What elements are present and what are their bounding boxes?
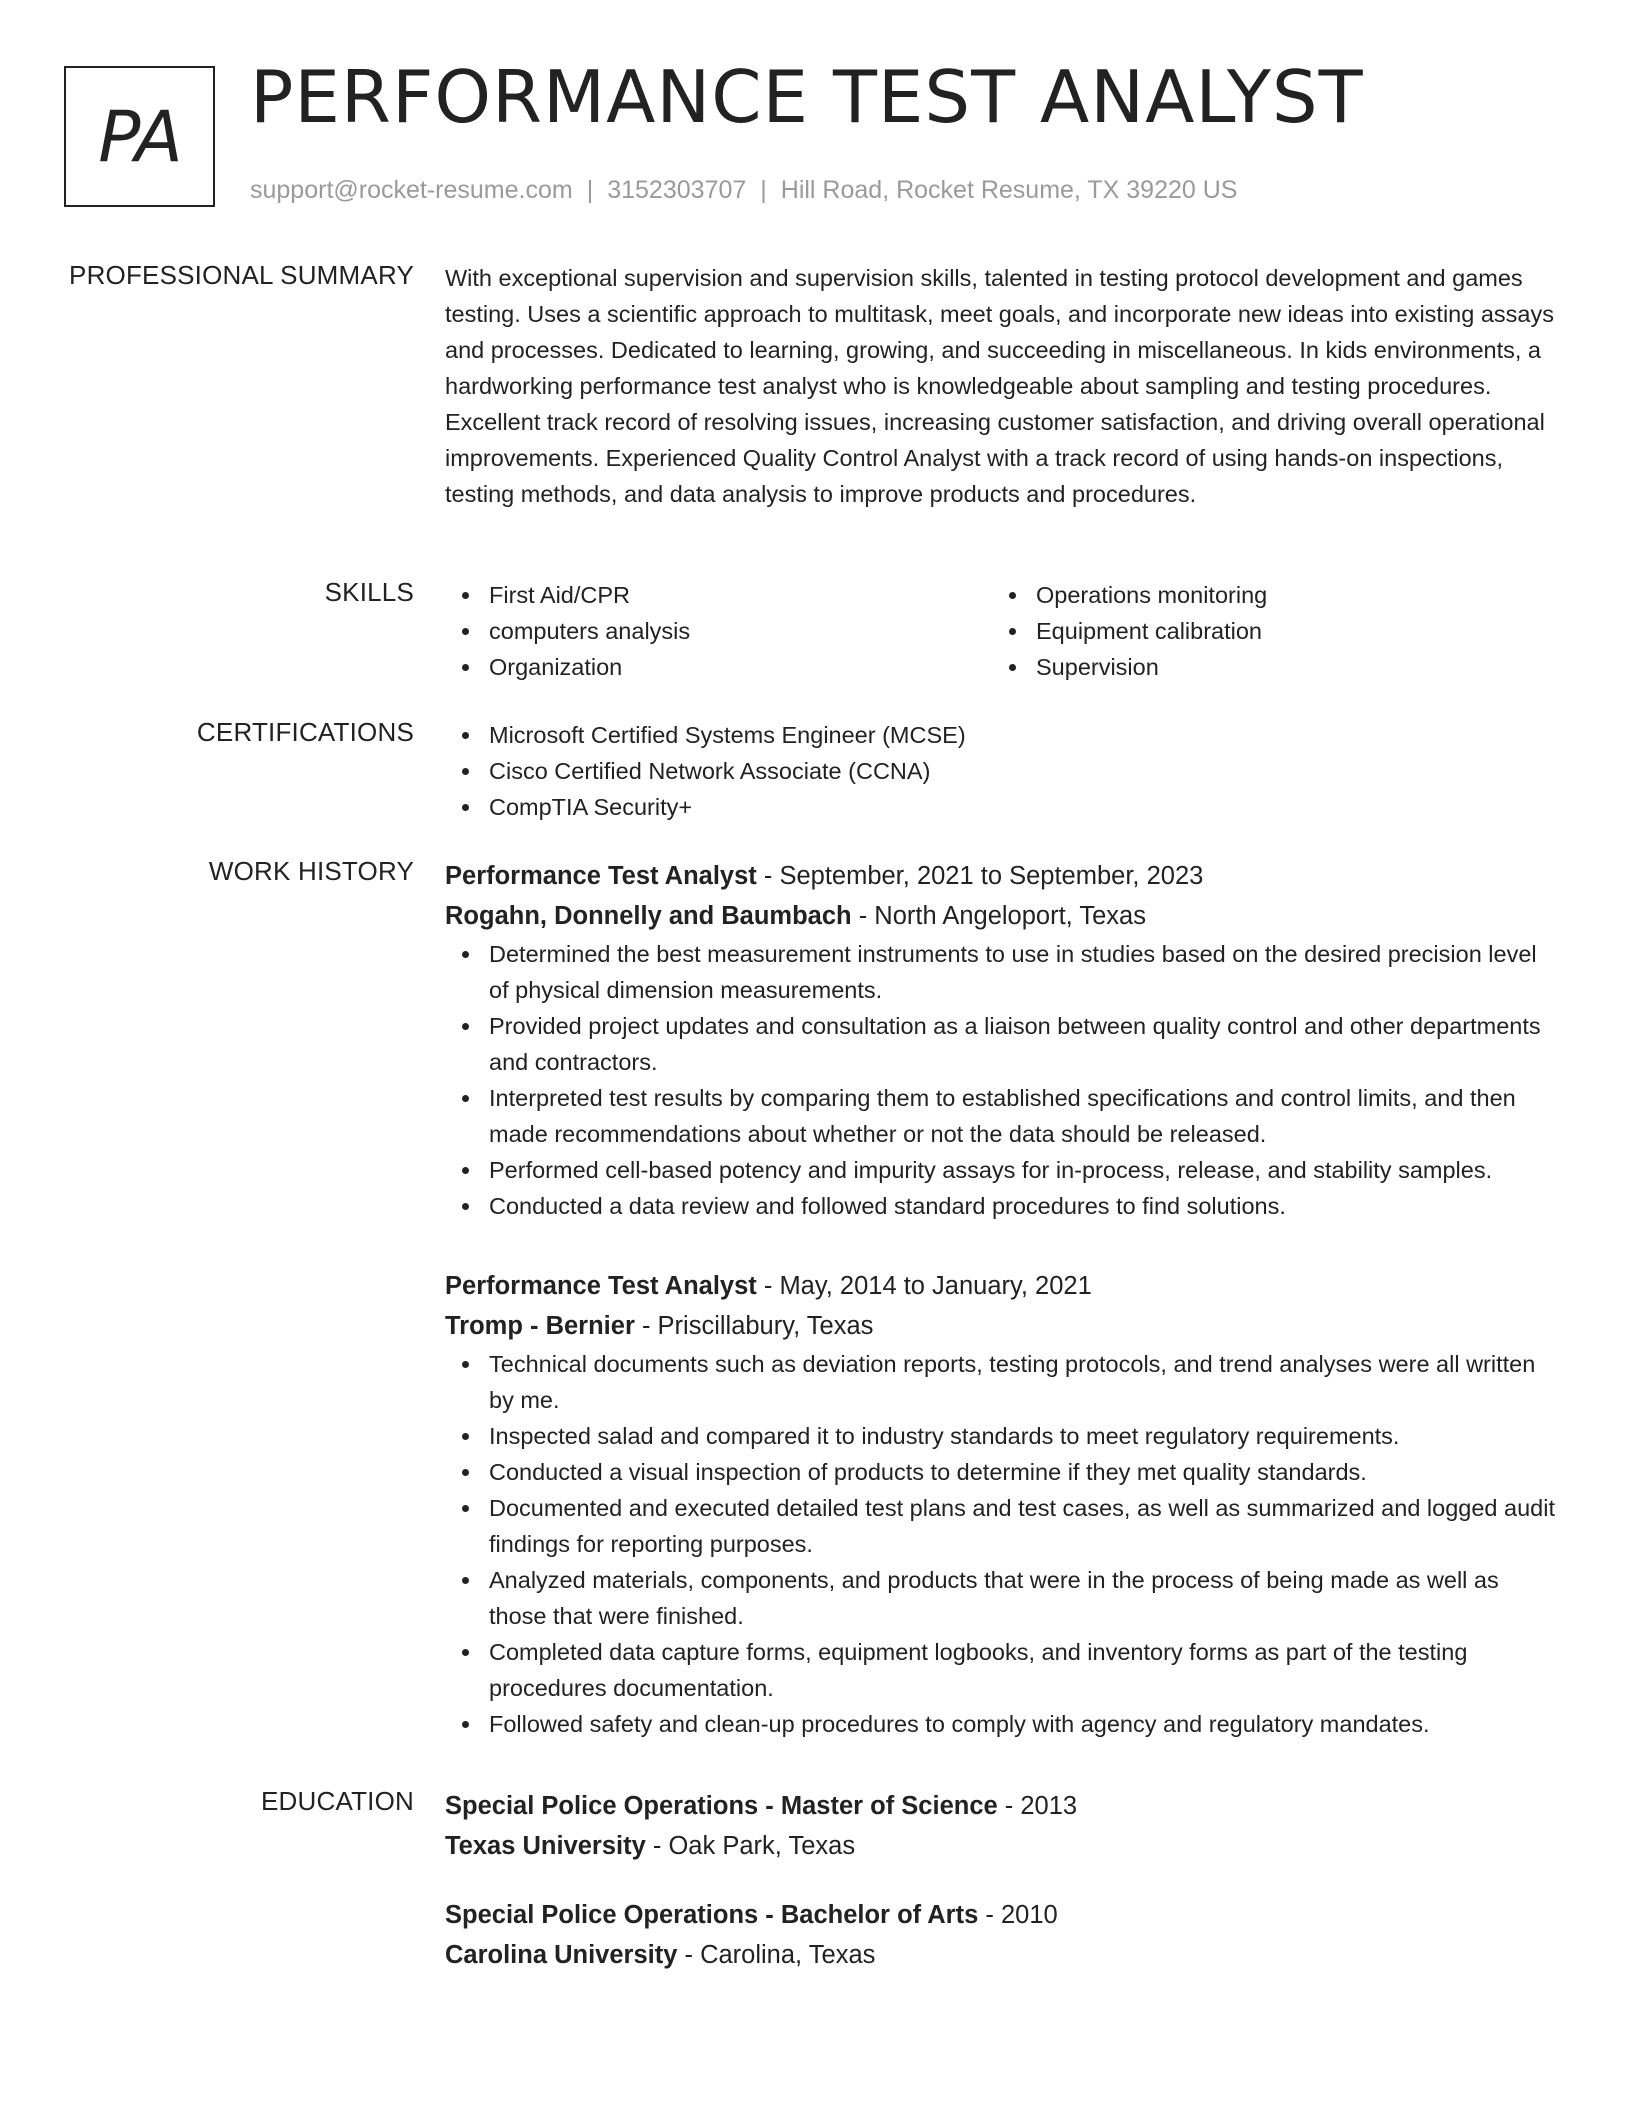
education-degree-line (445, 1786, 1555, 1826)
certification-item: Microsoft Certified Systems Engineer (MCSE) (445, 717, 1555, 753)
job-location: - Priscillabury, Texas (634, 1312, 874, 1340)
work-history-heading: WORK HISTORY (208, 856, 414, 886)
job-bullet: Provided project updates and consultation as a liaison between quality control and other departments and contractors. (445, 1008, 1555, 1080)
job-title: Performance Test Analyst (445, 862, 757, 890)
resume-name: PERFORMANCE TEST ANALYST (250, 55, 1364, 139)
job-title-line (445, 1266, 1555, 1306)
skill-item: First Aid/CPR (445, 577, 992, 613)
job-bullets (445, 1346, 1555, 1742)
skills-column-1 (445, 577, 992, 685)
education-entry (445, 1786, 1555, 1866)
contact-separator: | (760, 176, 767, 204)
education-school-line (445, 1935, 1555, 1975)
skill-item: Operations monitoring (992, 577, 1539, 613)
job-dates: - September, 2021 to September, 2023 (756, 862, 1204, 890)
job-dates: - May, 2014 to January, 2021 (756, 1272, 1092, 1300)
job-company: Tromp - Bernier (445, 1312, 635, 1340)
skill-item: computers analysis (445, 613, 992, 649)
monogram-box (64, 66, 215, 207)
job-company-line (445, 896, 1555, 936)
job-bullet: Interpreted test results by comparing them to established specifications and control limits, and then made recommendations about whether or not the data should be released. (445, 1080, 1555, 1152)
certifications-content (445, 717, 1555, 825)
job-location: - North Angeloport, Texas (851, 902, 1146, 930)
job-bullet: Followed safety and clean-up procedures to comply with agency and regulatory mandates. (445, 1706, 1555, 1742)
summary-text: With exceptional supervision and supervision skills, talented in testing protocol development and games testing. Uses a scientific approach to multitask, meet goals, and incorporate new ideas into existing assays and processes. Dedicated to learning, growing, and succeeding in miscellaneous. In kids environments, a hardworking performance test analyst who is knowledgeable about sampling and testing procedures. Excellent track record of resolving issues, increasing customer satisfaction, and driving overall operational improvements. Experienced Quality Control Analyst with a track record of using hands-on inspections, testing methods, and data analysis to improve products and procedures. (445, 265, 1554, 507)
job-bullet: Conducted a visual inspection of products to determine if they met quality standards. (445, 1454, 1555, 1490)
education-year: - 2013 (997, 1792, 1078, 1820)
job-bullet: Completed data capture forms, equipment logbooks, and inventory forms as part of the testing procedures documentation. (445, 1634, 1555, 1706)
skill-item: Equipment calibration (992, 613, 1539, 649)
contact-address: Hill Road, Rocket Resume, TX 39220 US (780, 176, 1238, 204)
education-content (445, 1786, 1555, 1975)
education-heading: EDUCATION (261, 1786, 414, 1816)
job-entry (445, 856, 1555, 1224)
job-bullet: Technical documents such as deviation reports, testing protocols, and trend analyses were all written by me. (445, 1346, 1555, 1418)
job-title-line (445, 856, 1555, 896)
certifications-list (445, 717, 1555, 825)
skills-heading: SKILLS (324, 577, 414, 607)
contact-line (250, 176, 1237, 205)
education-school-line (445, 1826, 1555, 1866)
job-bullet: Documented and executed detailed test plans and test cases, as well as summarized and logged audit findings for reporting purposes. (445, 1490, 1555, 1562)
job-title: Performance Test Analyst (445, 1272, 757, 1300)
job-bullet: Analyzed materials, components, and products that were in the process of being made as well as those that were finished. (445, 1562, 1555, 1634)
skill-item: Supervision (992, 649, 1539, 685)
education-degree-line (445, 1895, 1555, 1935)
job-bullets (445, 936, 1555, 1224)
education-degree: Special Police Operations - Bachelor of Arts (445, 1901, 979, 1929)
contact-separator: | (586, 176, 594, 204)
education-school: Carolina University (445, 1941, 678, 1969)
skill-item: Organization (445, 649, 992, 685)
certifications-heading: CERTIFICATIONS (196, 717, 414, 747)
job-entry (445, 1266, 1555, 1742)
contact-email: support@rocket-resume.com (250, 176, 573, 204)
education-entry (445, 1895, 1555, 1975)
job-company: Rogahn, Donnelly and Baumbach (445, 902, 852, 930)
education-school: Texas University (445, 1832, 646, 1860)
skills-column-2 (992, 577, 1539, 685)
job-bullet: Inspected salad and compared it to industry standards to meet regulatory requirements. (445, 1418, 1555, 1454)
education-degree: Special Police Operations - Master of Science (445, 1792, 998, 1820)
certification-item: CompTIA Security+ (445, 789, 1555, 825)
education-location: - Carolina, Texas (677, 1941, 876, 1969)
work-history-content (445, 856, 1555, 1737)
certification-item: Cisco Certified Network Associate (CCNA) (445, 753, 1555, 789)
contact-phone: 3152303707 (607, 176, 747, 204)
summary-heading: PROFESSIONAL SUMMARY (69, 260, 414, 290)
summary-content (445, 260, 1555, 512)
job-bullet: Determined the best measurement instruments to use in studies based on the desired precision level of physical dimension measurements. (445, 936, 1555, 1008)
job-company-line (445, 1306, 1555, 1346)
education-location: - Oak Park, Texas (645, 1832, 856, 1860)
job-bullet: Performed cell-based potency and impurity assays for in-process, release, and stability samples. (445, 1152, 1555, 1188)
job-bullet: Conducted a data review and followed standard procedures to find solutions. (445, 1188, 1555, 1224)
skills-content (445, 577, 1555, 685)
monogram-initials: PA (98, 95, 181, 178)
education-year: - 2010 (978, 1901, 1058, 1929)
